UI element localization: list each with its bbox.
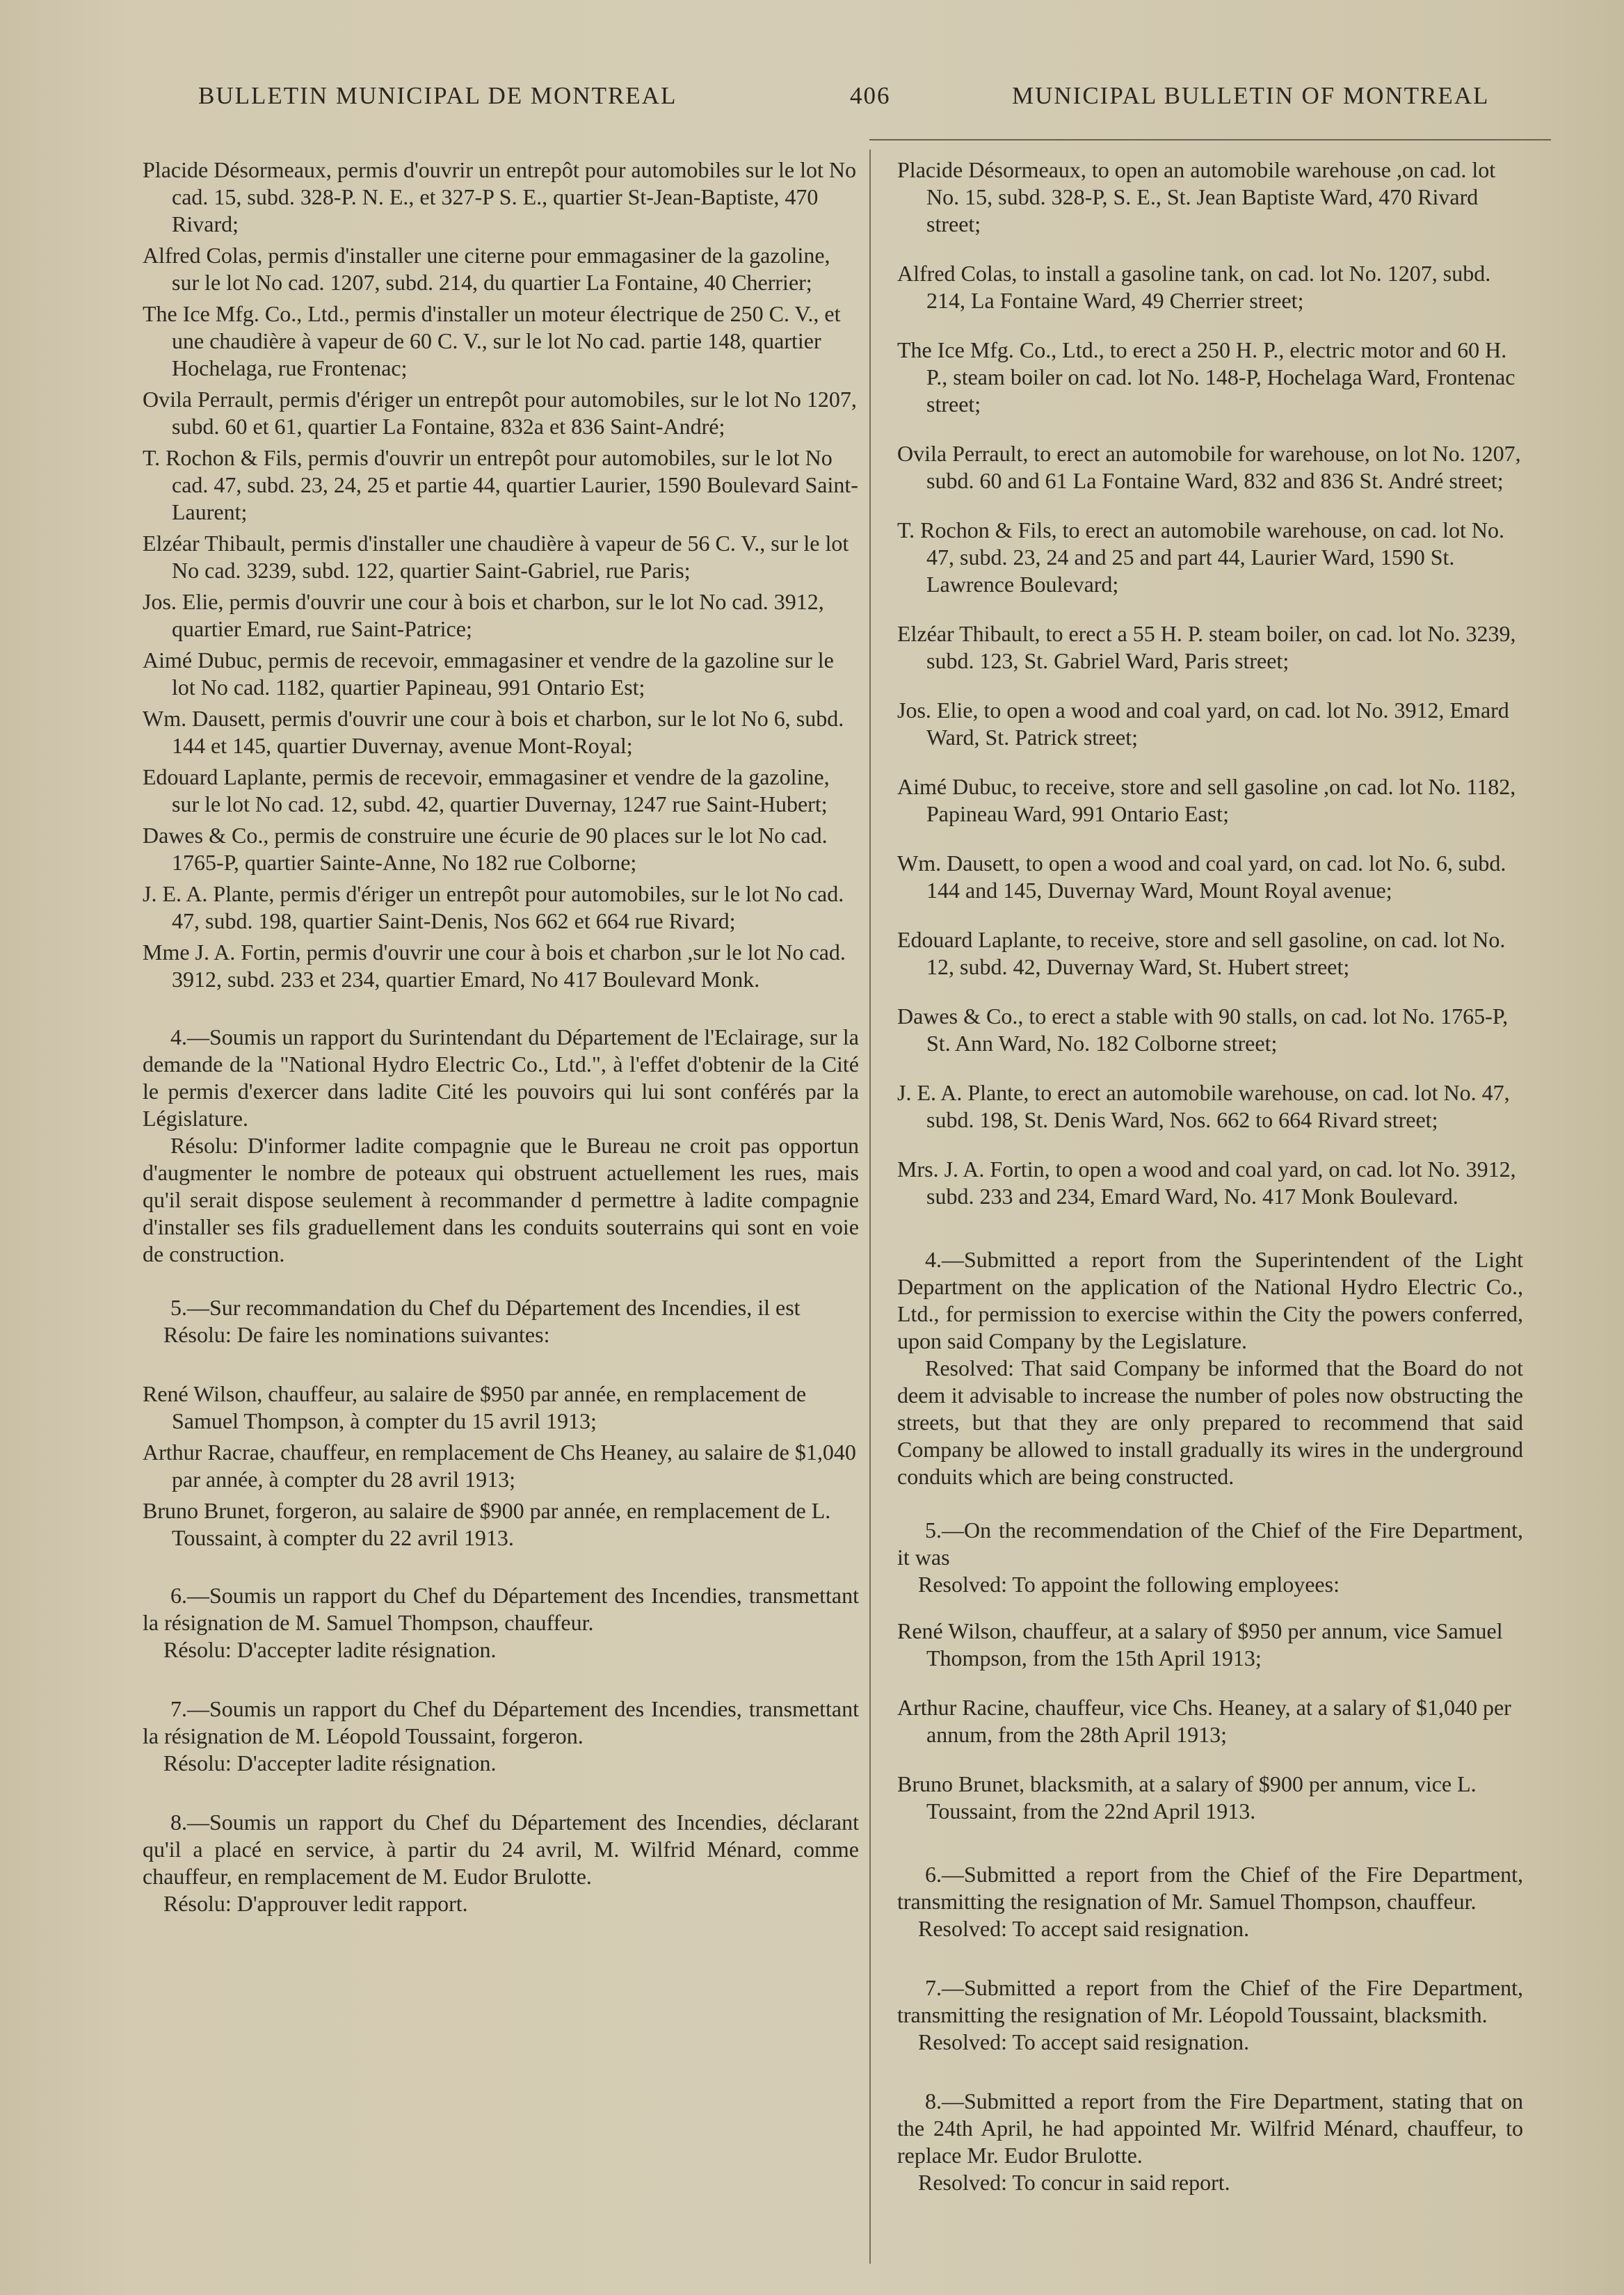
item-6-text: 6.—Soumis un rapport du Chef du Département des Incendies, transmettant la résignation de M. Samuel Thompson, chauffeur. xyxy=(143,1583,859,1635)
permit-entry: Elzéar Thibault, to erect a 55 H. P. steam boiler, on cad. lot No. 3239, subd. 123, St. Gabriel Ward, Paris street; xyxy=(897,621,1516,673)
permit-entry: The Ice Mfg. Co., Ltd., to erect a 250 H. P., electric motor and 60 H. P., steam boiler on cad. lot No. 148-P, Hochelaga Ward, Frontenac street; xyxy=(897,337,1516,417)
item-7-text: 7.—Submitted a report from the Chief of the Fire Department, transmitting the resignation of Mr. Léopold Toussaint, blacksmith. xyxy=(897,1975,1523,2027)
permit-entry: Dawes & Co., permis de construire une écurie de 90 places sur le lot No cad. 1765-P, quartier Sainte-Anne, No 182 rue Colborne; xyxy=(143,823,828,875)
page-number: 406 xyxy=(850,82,891,109)
permit-entry: Wm. Dausett, permis d'ouvrir une cour à bois et charbon, sur le lot No 6, subd. 144 et 145, quartier Duvernay, avenue Mont-Royal; xyxy=(143,706,844,758)
item-8-text: 8.—Submitted a report from the Fire Department, stating that on the 24th April, he had appointed Mr. Wilfrid Ménard, chauffeur, to replace Mr. Eudor Brulotte. xyxy=(897,2088,1523,2168)
permit-entry: Ovila Perrault, permis d'ériger un entrepôt pour automobiles, sur le lot No 1207, subd. 60 et 61, quartier La Fontaine, 832a et 836 Saint-André; xyxy=(143,387,857,439)
item-4-text: 4.—Submitted a report from the Superintendent of the Light Department on the application of the National Hydro Electric Co., Ltd., for permission to exercise within the City the powers conferred, upon said Company by the Legislature. xyxy=(897,1247,1523,1353)
appointment-entry: Arthur Racrae, chauffeur, en remplacement de Chs Heaney, au salaire de $1,040 par année, à compter du 28 avril 1913; xyxy=(143,1440,856,1492)
item-7-resolution: Resolved: To accept said resignation. xyxy=(918,2029,1250,2054)
header-left-title: BULLETIN MUNICIPAL DE MONTREAL xyxy=(198,82,677,109)
item-6-text: 6.—Submitted a report from the Chief of the Fire Department, transmitting the resignation of Mr. Samuel Thompson, chauffeur. xyxy=(897,1862,1523,1914)
item-4-resolution: Resolved: That said Company be informed that the Board do not deem it advisable to increase the number of poles now obstructing the streets, but that they are only prepared to recommend that said Company be allowed to install gradually its wires in the underground conduits which are being constructed. xyxy=(897,1355,1523,1489)
item-6-resolution: Résolu: D'accepter ladite résignation. xyxy=(163,1637,497,1662)
appointment-entry: Arthur Racine, chauffeur, vice Chs. Heaney, at a salary of $1,040 per annum, from the 28th April 1913; xyxy=(897,1695,1511,1747)
appointment-entry: Bruno Brunet, forgeron, au salaire de $900 par année, en remplacement de L. Toussaint, à compter du 22 avril 1913. xyxy=(143,1498,831,1550)
permit-entry: Elzéar Thibault, permis d'installer une chaudière à vapeur de 56 C. V., sur le lot No cad. 3239, subd. 122, quartier Saint-Gabriel, rue Paris; xyxy=(143,531,849,583)
permit-entry: Jos. Elie, to open a wood and coal yard, on cad. lot No. 3912, Emard Ward, St. Patrick street; xyxy=(897,698,1509,750)
permit-entry: Dawes & Co., to erect a stable with 90 stalls, on cad. lot No. 1765-P, St. Ann Ward, No. 182 Colborne street; xyxy=(897,1004,1509,1056)
permit-entry: Aimé Dubuc, permis de recevoir, emmagasiner et vendre de la gazoline sur le lot No cad. 1182, quartier Papineau, 991 Ontario Est; xyxy=(143,647,834,700)
item-8-text: 8.—Soumis un rapport du Chef du Département des Incendies, déclarant qu'il a placé en service, à partir du 24 avril, M. Wilfrid Ménard, comme chauffeur, en remplacement de M. Eudor Brulotte. xyxy=(143,1810,859,1889)
item-6-resolution: Resolved: To accept said resignation. xyxy=(918,1916,1250,1941)
french-column xyxy=(143,156,859,1923)
appointment-entry: René Wilson, chauffeur, au salaire de $950 par année, en remplacement de Samuel Thompson, à compter du 15 avril 1913; xyxy=(143,1381,807,1433)
appointment-entry: Bruno Brunet, blacksmith, at a salary of $900 per annum, vice L. Toussaint, from the 22nd April 1913. xyxy=(897,1771,1477,1823)
item-7-resolution: Résolu: D'accepter ladite résignation. xyxy=(163,1750,497,1775)
permit-entry: J. E. A. Plante, to erect an automobile warehouse, on cad. lot No. 47, subd. 198, St. Denis Ward, Nos. 662 to 664 Rivard street; xyxy=(897,1080,1510,1132)
item-5-resolution: Resolved: To appoint the following employees: xyxy=(918,1572,1340,1597)
permit-entry: Alfred Colas, permis d'installer une citerne pour emmagasiner de la gazoline, sur le lot No cad. 1207, subd. 214, du quartier La Fontaine, 40 Cherrier; xyxy=(143,243,830,295)
permit-entry: Alfred Colas, to install a gasoline tank, on cad. lot No. 1207, subd. 214, La Fontaine Ward, 49 Cherrier street; xyxy=(897,261,1491,313)
permit-entry: J. E. A. Plante, permis d'ériger un entrepôt pour automobiles, sur le lot No cad. 47, subd. 198, quartier Saint-Denis, Nos 662 et 664 rue Rivard; xyxy=(143,881,844,933)
item-8-resolution: Résolu: D'approuver ledit rapport. xyxy=(163,1891,468,1916)
permit-entry: Placide Désormeaux, permis d'ouvrir un entrepôt pour automobiles sur le lot No cad. 15, subd. 328-P. N. E., et 327-P S. E., quartier St-Jean-Baptiste, 470 Rivard; xyxy=(143,157,856,236)
item-8-resolution: Resolved: To concur in said report. xyxy=(918,2170,1230,2195)
header-right-title: MUNICIPAL BULLETIN OF MONTREAL xyxy=(1012,82,1490,109)
item-5-text: 5.—On the recommendation of the Chief of the Fire Department, it was xyxy=(897,1517,1523,1570)
permit-entry: Edouard Laplante, permis de recevoir, emmagasiner et vendre de la gazoline, sur le lot No cad. 12, subd. 42, quartier Duvernay, 1247 rue Saint-Hubert; xyxy=(143,764,830,816)
permit-entry: Wm. Dausett, to open a wood and coal yard, on cad. lot No. 6, subd. 144 and 145, Duvernay Ward, Mount Royal avenue; xyxy=(897,851,1506,903)
permit-entry: Placide Désormeaux, to open an automobile warehouse ,on cad. lot No. 15, subd. 328-P, S. E., St. Jean Baptiste Ward, 470 Rivard street; xyxy=(897,157,1496,236)
permit-entry: T. Rochon & Fils, to erect an automobile warehouse, on cad. lot No. 47, subd. 23, 24 and 25 and part 44, Laurier Ward, 1590 St. Lawrence Boulevard; xyxy=(897,517,1504,597)
column-divider xyxy=(869,150,871,2264)
item-4-resolution: Résolu: D'informer ladite compagnie que le Bureau ne croit pas opportun d'augmenter le nombre de poteaux qui obstruent actuellement les rues, mais qu'il serait dispose seulement à recommander d permettre à ladite compagnie d'installer ses fils graduellement dans les conduits souterrains qui sont en voie de construction. xyxy=(143,1133,859,1266)
permit-entry: Jos. Elie, permis d'ouvrir une cour à bois et charbon, sur le lot No cad. 3912, quartier Emard, rue Saint-Patrice; xyxy=(143,589,824,641)
permit-entry: Aimé Dubuc, to receive, store and sell gasoline ,on cad. lot No. 1182, Papineau Ward, 991 Ontario East; xyxy=(897,774,1516,826)
item-4-text: 4.—Soumis un rapport du Surintendant du Département de l'Eclairage, sur la demande de la "National Hydro Electric Co., Ltd.", à l'effet d'obtenir de la Cité le permis d'exercer dans ladite Cité les pouvoirs qui lui sont conférés par la Législature. xyxy=(143,1024,859,1131)
permit-entry: T. Rochon & Fils, permis d'ouvrir un entrepôt pour automobiles, sur le lot No cad. 47, subd. 23, 24, 25 et partie 44, quartier Laurier, 1590 Boulevard Saint-Laurent; xyxy=(143,445,858,524)
english-column xyxy=(897,156,1523,2202)
permit-entry: The Ice Mfg. Co., Ltd., permis d'installer un moteur électrique de 250 C. V., et une chaudière à vapeur de 60 C. V., sur le lot No cad. partie 148, quartier Hochelaga, rue Frontenac; xyxy=(143,301,841,380)
item-5-text: 5.—Sur recommandation du Chef du Département des Incendies, il est xyxy=(170,1295,801,1320)
permit-entry: Mme J. A. Fortin, permis d'ouvrir une cour à bois et charbon ,sur le lot No cad. 3912, subd. 233 et 234, quartier Emard, No 417 Boulevard Monk. xyxy=(143,940,846,992)
header-rule xyxy=(869,139,1551,140)
item-5-resolution: Résolu: De faire les nominations suivantes: xyxy=(163,1322,550,1347)
permit-entry: Edouard Laplante, to receive, store and sell gasoline, on cad. lot No. 12, subd. 42, Duvernay Ward, St. Hubert street; xyxy=(897,927,1506,979)
appointment-entry: René Wilson, chauffeur, at a salary of $950 per annum, vice Samuel Thompson, from the 15th April 1913; xyxy=(897,1618,1503,1670)
item-7-text: 7.—Soumis un rapport du Chef du Département des Incendies, transmettant la résignation de M. Léopold Toussaint, forgeron. xyxy=(143,1696,859,1748)
permit-entry: Ovila Perrault, to erect an automobile for warehouse, on lot No. 1207, subd. 60 and 61 La Fontaine Ward, 832 and 836 St. André street; xyxy=(897,441,1521,493)
permit-entry: Mrs. J. A. Fortin, to open a wood and coal yard, on cad. lot No. 3912, subd. 233 and 234, Emard Ward, No. 417 Monk Boulevard. xyxy=(897,1157,1516,1209)
